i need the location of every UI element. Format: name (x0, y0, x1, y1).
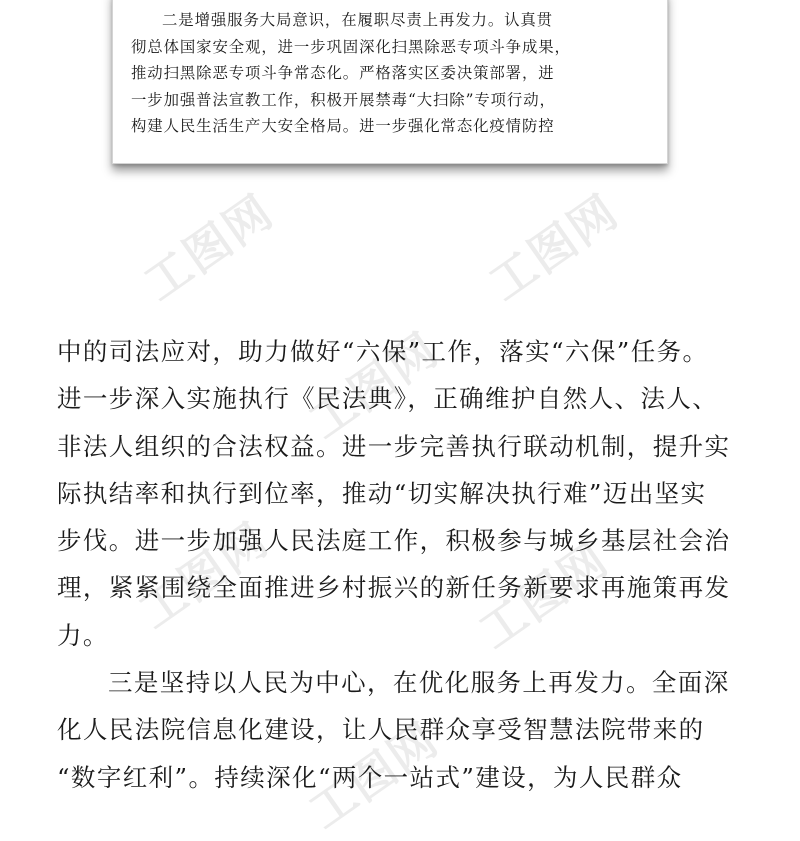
watermark: 工图网 (469, 532, 619, 659)
body-text-line: 中的司法应对，助力做好“六保”工作，落实“六保”任务。 (57, 337, 709, 366)
body-text-line: 非法人组织的合法权益。进一步完善执行联动机制，提升实 (57, 431, 731, 461)
card-text-line: 彻总体国家安全观，进一步巩固深化扫黑除恶专项斗争成果， (131, 37, 571, 56)
body-text-line: 化人民法院信息化建设，让人民群众享受智慧法院带来的 (57, 715, 705, 745)
body-text-line: 理，紧紧围绕全面推进乡村振兴的新任务新要求再施策再发 (57, 573, 731, 603)
watermark: 工图网 (134, 184, 284, 311)
body-text (57, 328, 757, 801)
card-text-line: 推动扫黑除恶专项斗争常态化。严格落实区委决策部署，进 (131, 64, 555, 83)
body-text-line: “数字红利”。持续深化“两个一站式”建设，为人民群众 (57, 762, 683, 792)
watermark: 工图网 (129, 512, 279, 639)
card-text-line: 一步加强普法宣教工作，积极开展禁毒“大扫除”专项行动， (131, 90, 556, 109)
body-text-line: 进一步深入实施执行《民法典》，正确维护自然人、法人、 (57, 384, 719, 414)
watermark: 工图网 (299, 322, 449, 449)
watermark: 工图网 (479, 184, 629, 311)
card-paragraph (131, 7, 651, 140)
card-text-line: 构建人民生活生产大安全格局。进一步强化常态化疫情防控 (131, 117, 555, 136)
body-text-line: 步伐。进一步加强人民法庭工作，积极参与城乡基层社会治 (57, 526, 731, 556)
card-text-line: 二是增强服务大局意识，在履职尽责上再发力。认真贯 (162, 11, 553, 29)
body-text-line: 际执结率和执行到位率，推动“切实解决执行难”迈出坚实 (57, 478, 707, 508)
watermark: 工图网 (299, 712, 449, 839)
body-text-line: 三是坚持以人民为中心，在优化服务上再发力。全面深 (108, 668, 730, 698)
body-text-line: 力。 (57, 620, 109, 650)
document-preview-card (112, 0, 668, 164)
